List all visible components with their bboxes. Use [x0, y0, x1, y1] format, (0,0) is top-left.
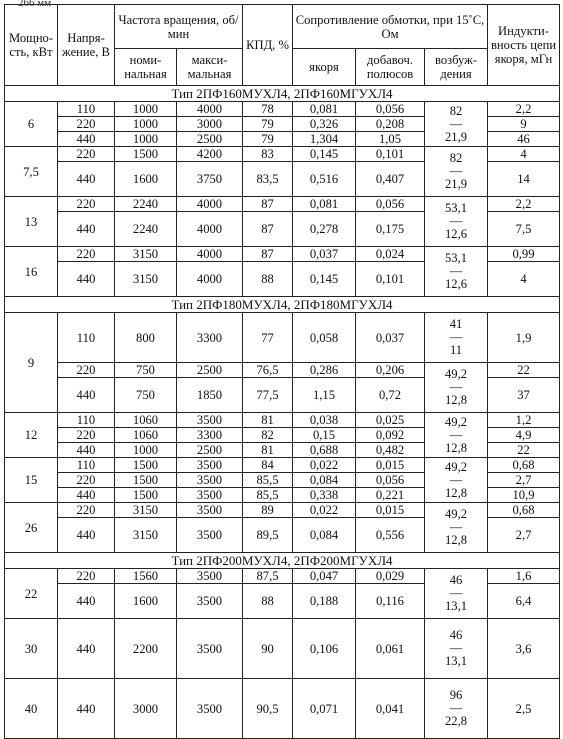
armature-resistance-cell: 0,038	[293, 413, 356, 428]
table-row	[5, 102, 560, 117]
speed-max-cell: 3300	[177, 428, 243, 443]
additional-poles-resistance-cell: 0,056	[356, 197, 425, 212]
speed-nominal-cell: 750	[115, 363, 177, 378]
col-res-excitation-header: возбуж-дения	[425, 49, 488, 86]
speed-max-cell: 4000	[177, 247, 243, 262]
inductance-cell: 0,99	[488, 247, 560, 262]
additional-poles-resistance-cell: 0,024	[356, 247, 425, 262]
type-header-row	[5, 297, 560, 313]
col-efficiency-header: КПД, %	[243, 5, 293, 86]
excitation-resistance-cell	[425, 197, 488, 247]
efficiency-cell: 85,5	[243, 473, 293, 488]
speed-max-cell: 2500	[177, 443, 243, 458]
range-value: 96	[449, 688, 463, 702]
additional-poles-resistance-cell: 0,221	[356, 488, 425, 503]
inductance-cell: 2,5	[488, 679, 560, 739]
inductance-cell: 6,4	[488, 584, 560, 619]
inductance-cell: 7,5	[488, 212, 560, 247]
range-value: 53,1	[444, 251, 468, 265]
armature-resistance-cell: 0,516	[293, 162, 356, 197]
voltage-cell: 110	[58, 313, 115, 363]
range-value: 49,2	[444, 367, 468, 381]
voltage-cell: 220	[58, 428, 115, 443]
efficiency-cell: 77	[243, 313, 293, 363]
inductance-cell: 3,6	[488, 619, 560, 679]
speed-max-cell: 3750	[177, 162, 243, 197]
additional-poles-resistance-cell: 0,015	[356, 503, 425, 518]
speed-max-cell: 4000	[177, 197, 243, 212]
additional-poles-resistance-cell: 0,092	[356, 428, 425, 443]
voltage-cell: 110	[58, 458, 115, 473]
type-title: Тип 2ПФ160МУХЛ4, 2ПФ160МГУХЛ4	[5, 86, 560, 102]
additional-poles-resistance-cell: 0,101	[356, 262, 425, 297]
speed-max-cell: 3500	[177, 584, 243, 619]
speed-nominal-cell: 750	[115, 378, 177, 413]
speed-max-cell: 4000	[177, 102, 243, 117]
inductance-cell: 22	[488, 363, 560, 378]
voltage-cell: 440	[58, 679, 115, 739]
power-cell: 16	[5, 247, 58, 297]
speed-max-cell: 3500	[177, 619, 243, 679]
speed-nominal-cell: 1560	[115, 569, 177, 584]
table-row	[5, 197, 560, 212]
power-cell: 9	[5, 313, 58, 413]
col-speed-max-header: макси-мальная	[177, 49, 243, 86]
col-resistance-header: Сопротивление обмотки, при 15˚С, Ом	[293, 5, 488, 49]
additional-poles-resistance-cell: 0,056	[356, 473, 425, 488]
inductance-cell: 2,7	[488, 473, 560, 488]
armature-resistance-cell: 0,688	[293, 443, 356, 458]
table-row	[5, 569, 560, 584]
range-value: 12,8	[444, 533, 468, 547]
table-row	[5, 619, 560, 679]
range-value: 49,2	[444, 459, 468, 474]
table-row	[5, 147, 560, 162]
range-dash: —	[449, 264, 463, 278]
range-value: 82	[449, 151, 463, 165]
speed-max-cell: 3500	[177, 679, 243, 739]
inductance-cell: 0,68	[488, 503, 560, 518]
range-value: 21,9	[444, 129, 468, 144]
power-cell: 7,5	[5, 147, 58, 197]
armature-resistance-cell: 0,022	[293, 458, 356, 473]
additional-poles-resistance-cell: 0,025	[356, 413, 425, 428]
voltage-cell: 440	[58, 212, 115, 247]
additional-poles-resistance-cell: 0,208	[356, 117, 425, 132]
armature-resistance-cell: 0,278	[293, 212, 356, 247]
armature-resistance-cell: 0,084	[293, 473, 356, 488]
efficiency-cell: 77,5	[243, 378, 293, 413]
speed-max-cell: 4000	[177, 262, 243, 297]
col-voltage-header: Напря-жение, В	[58, 5, 115, 86]
additional-poles-resistance-cell: 0,407	[356, 162, 425, 197]
range-value: 12,8	[444, 485, 468, 500]
cut-off-caption: 266 мм	[18, 0, 52, 9]
speed-nominal-cell: 3150	[115, 247, 177, 262]
range-value: 46	[449, 573, 463, 587]
excitation-resistance-cell	[425, 569, 488, 619]
speed-max-cell: 3300	[177, 313, 243, 363]
inductance-cell: 22	[488, 443, 560, 458]
inductance-cell: 2,2	[488, 102, 560, 117]
range-dash: —	[449, 164, 463, 178]
type-title: Тип 2ПФ200МУХЛ4, 2ПФ200МГУХЛ4	[5, 553, 560, 569]
range-dash: —	[449, 586, 463, 600]
speed-max-cell: 3500	[177, 488, 243, 503]
range-dash: —	[449, 472, 463, 487]
voltage-cell: 440	[58, 132, 115, 147]
table-row	[5, 363, 560, 378]
power-cell: 15	[5, 458, 58, 503]
range-dash: —	[449, 116, 463, 131]
voltage-cell: 440	[58, 162, 115, 197]
speed-nominal-cell: 1500	[115, 473, 177, 488]
speed-max-cell: 3500	[177, 518, 243, 553]
range-value: 46	[449, 628, 463, 642]
additional-poles-resistance-cell: 0,041	[356, 679, 425, 739]
table-row	[5, 458, 560, 473]
table-row	[5, 679, 560, 739]
speed-nominal-cell: 1060	[115, 428, 177, 443]
voltage-cell: 220	[58, 473, 115, 488]
efficiency-cell: 87	[243, 212, 293, 247]
excitation-resistance-cell	[425, 619, 488, 679]
additional-poles-resistance-cell: 0,482	[356, 443, 425, 458]
range-value: 21,9	[444, 177, 468, 191]
inductance-cell: 10,9	[488, 488, 560, 503]
voltage-cell: 110	[58, 413, 115, 428]
speed-nominal-cell: 1500	[115, 147, 177, 162]
armature-resistance-cell: 0,047	[293, 569, 356, 584]
voltage-cell: 220	[58, 247, 115, 262]
speed-nominal-cell: 1600	[115, 584, 177, 619]
speed-nominal-cell: 2240	[115, 197, 177, 212]
range-dash: —	[449, 330, 463, 344]
type-title: Тип 2ПФ180МУХЛ4, 2ПФ180МГУХЛ4	[5, 297, 560, 313]
voltage-cell: 220	[58, 363, 115, 378]
range-value: 12,6	[444, 227, 468, 241]
voltage-cell: 440	[58, 619, 115, 679]
additional-poles-resistance-cell: 0,556	[356, 518, 425, 553]
voltage-cell: 440	[58, 518, 115, 553]
speed-nominal-cell: 2240	[115, 212, 177, 247]
additional-poles-resistance-cell: 0,101	[356, 147, 425, 162]
efficiency-cell: 89,5	[243, 518, 293, 553]
excitation-resistance-cell	[425, 147, 488, 197]
armature-resistance-cell: 0,145	[293, 262, 356, 297]
speed-nominal-cell: 1000	[115, 102, 177, 117]
inductance-cell: 1,2	[488, 413, 560, 428]
inductance-cell: 37	[488, 378, 560, 413]
voltage-cell: 440	[58, 378, 115, 413]
col-res-armature-header: якоря	[293, 49, 356, 86]
additional-poles-resistance-cell: 0,061	[356, 619, 425, 679]
armature-resistance-cell: 0,071	[293, 679, 356, 739]
armature-resistance-cell: 0,15	[293, 428, 356, 443]
range-value: 13,1	[444, 599, 468, 613]
efficiency-cell: 87,5	[243, 569, 293, 584]
armature-resistance-cell: 0,145	[293, 147, 356, 162]
voltage-cell: 220	[58, 569, 115, 584]
speed-max-cell: 3500	[177, 413, 243, 428]
speed-nominal-cell: 3150	[115, 518, 177, 553]
speed-max-cell: 1850	[177, 378, 243, 413]
range-value: 13,1	[444, 654, 468, 668]
speed-nominal-cell: 2200	[115, 619, 177, 679]
armature-resistance-cell: 0,037	[293, 247, 356, 262]
col-res-additional-header: добавоч. полюсов	[356, 49, 425, 86]
additional-poles-resistance-cell: 0,037	[356, 313, 425, 363]
inductance-cell: 2,7	[488, 518, 560, 553]
power-cell: 26	[5, 503, 58, 553]
speed-max-cell: 3500	[177, 503, 243, 518]
voltage-cell: 440	[58, 443, 115, 458]
range-value: 53,1	[444, 201, 468, 215]
armature-resistance-cell: 0,058	[293, 313, 356, 363]
speed-nominal-cell: 1600	[115, 162, 177, 197]
additional-poles-resistance-cell: 0,015	[356, 458, 425, 473]
excitation-resistance-cell	[425, 313, 488, 363]
inductance-cell: 9	[488, 117, 560, 132]
armature-resistance-cell: 1,304	[293, 132, 356, 147]
efficiency-cell: 85,5	[243, 488, 293, 503]
excitation-resistance-cell	[425, 679, 488, 739]
excitation-resistance-cell	[425, 363, 488, 413]
inductance-cell: 1,9	[488, 313, 560, 363]
efficiency-cell: 81	[243, 413, 293, 428]
additional-poles-resistance-cell: 0,206	[356, 363, 425, 378]
inductance-cell: 4	[488, 262, 560, 297]
speed-nominal-cell: 3150	[115, 503, 177, 518]
efficiency-cell: 78	[243, 102, 293, 117]
speed-nominal-cell: 3000	[115, 679, 177, 739]
armature-resistance-cell: 0,338	[293, 488, 356, 503]
col-power-header: Мощно-сть, кВт	[5, 5, 58, 86]
efficiency-cell: 89	[243, 503, 293, 518]
armature-resistance-cell: 0,286	[293, 363, 356, 378]
col-speed-header: Частота вращения, об/мин	[115, 5, 243, 49]
range-value: 49,2	[444, 507, 468, 521]
speed-max-cell: 4000	[177, 212, 243, 247]
inductance-cell: 14	[488, 162, 560, 197]
range-value: 41	[449, 317, 463, 331]
voltage-cell: 440	[58, 488, 115, 503]
additional-poles-resistance-cell: 0,029	[356, 569, 425, 584]
inductance-cell: 1,6	[488, 569, 560, 584]
voltage-cell: 220	[58, 117, 115, 132]
efficiency-cell: 79	[243, 117, 293, 132]
efficiency-cell: 88	[243, 584, 293, 619]
additional-poles-resistance-cell: 0,116	[356, 584, 425, 619]
range-dash: —	[449, 641, 463, 655]
voltage-cell: 220	[58, 197, 115, 212]
range-dash: —	[449, 380, 463, 394]
voltage-cell: 440	[58, 584, 115, 619]
armature-resistance-cell: 0,081	[293, 102, 356, 117]
range-value: 11	[449, 343, 463, 357]
speed-max-cell: 3500	[177, 473, 243, 488]
table-row	[5, 247, 560, 262]
table-row	[5, 413, 560, 428]
armature-resistance-cell: 0,084	[293, 518, 356, 553]
speed-max-cell: 2500	[177, 363, 243, 378]
armature-resistance-cell: 0,188	[293, 584, 356, 619]
voltage-cell: 110	[58, 102, 115, 117]
inductance-cell: 4	[488, 147, 560, 162]
efficiency-cell: 82	[243, 428, 293, 443]
power-cell: 6	[5, 102, 58, 147]
range-value: 49,2	[444, 414, 468, 429]
armature-resistance-cell: 0,081	[293, 197, 356, 212]
power-cell: 13	[5, 197, 58, 247]
inductance-cell: 0,68	[488, 458, 560, 473]
additional-poles-resistance-cell: 1,05	[356, 132, 425, 147]
additional-poles-resistance-cell: 0,056	[356, 102, 425, 117]
efficiency-cell: 83,5	[243, 162, 293, 197]
armature-resistance-cell: 0,106	[293, 619, 356, 679]
efficiency-cell: 90,5	[243, 679, 293, 739]
table-row	[5, 313, 560, 363]
col-inductance-header: Индукти-вность цепи якоря, мГн	[488, 5, 560, 86]
speed-max-cell: 4200	[177, 147, 243, 162]
efficiency-cell: 79	[243, 132, 293, 147]
efficiency-cell: 90	[243, 619, 293, 679]
speed-nominal-cell: 1000	[115, 117, 177, 132]
range-value: 12,8	[444, 440, 468, 455]
additional-poles-resistance-cell: 0,72	[356, 378, 425, 413]
range-value: 22,8	[444, 714, 468, 728]
speed-max-cell: 2500	[177, 132, 243, 147]
efficiency-cell: 88	[243, 262, 293, 297]
additional-poles-resistance-cell: 0,175	[356, 212, 425, 247]
speed-nominal-cell: 1060	[115, 413, 177, 428]
inductance-cell: 2,2	[488, 197, 560, 212]
efficiency-cell: 83	[243, 147, 293, 162]
motor-spec-table	[4, 4, 560, 739]
efficiency-cell: 87	[243, 247, 293, 262]
range-dash: —	[449, 214, 463, 228]
col-speed-nominal-header: номи-нальная	[115, 49, 177, 86]
range-dash: —	[449, 520, 463, 534]
speed-nominal-cell: 800	[115, 313, 177, 363]
power-cell: 30	[5, 619, 58, 679]
voltage-cell: 220	[58, 503, 115, 518]
range-dash: —	[449, 427, 463, 442]
speed-nominal-cell: 1000	[115, 132, 177, 147]
inductance-cell: 4,9	[488, 428, 560, 443]
armature-resistance-cell: 0,326	[293, 117, 356, 132]
efficiency-cell: 87	[243, 197, 293, 212]
excitation-resistance-cell	[425, 102, 488, 147]
armature-resistance-cell: 0,022	[293, 503, 356, 518]
efficiency-cell: 81	[243, 443, 293, 458]
voltage-cell: 220	[58, 147, 115, 162]
excitation-resistance-cell	[425, 247, 488, 297]
speed-max-cell: 3500	[177, 569, 243, 584]
excitation-resistance-cell	[425, 458, 488, 503]
table-row	[5, 503, 560, 518]
type-header-row	[5, 86, 560, 102]
speed-max-cell: 3000	[177, 117, 243, 132]
range-value: 82	[449, 103, 463, 118]
power-cell: 40	[5, 679, 58, 739]
speed-nominal-cell: 1500	[115, 458, 177, 473]
speed-max-cell: 3500	[177, 458, 243, 473]
speed-nominal-cell: 1500	[115, 488, 177, 503]
power-cell: 12	[5, 413, 58, 458]
excitation-resistance-cell	[425, 503, 488, 553]
range-value: 12,6	[444, 277, 468, 291]
speed-nominal-cell: 3150	[115, 262, 177, 297]
power-cell: 22	[5, 569, 58, 619]
speed-nominal-cell: 1000	[115, 443, 177, 458]
voltage-cell: 440	[58, 262, 115, 297]
range-dash: —	[449, 701, 463, 715]
table-body	[5, 86, 560, 739]
armature-resistance-cell: 1,15	[293, 378, 356, 413]
efficiency-cell: 76,5	[243, 363, 293, 378]
efficiency-cell: 84	[243, 458, 293, 473]
type-header-row	[5, 553, 560, 569]
inductance-cell: 46	[488, 132, 560, 147]
excitation-resistance-cell	[425, 413, 488, 458]
range-value: 12,8	[444, 393, 468, 407]
